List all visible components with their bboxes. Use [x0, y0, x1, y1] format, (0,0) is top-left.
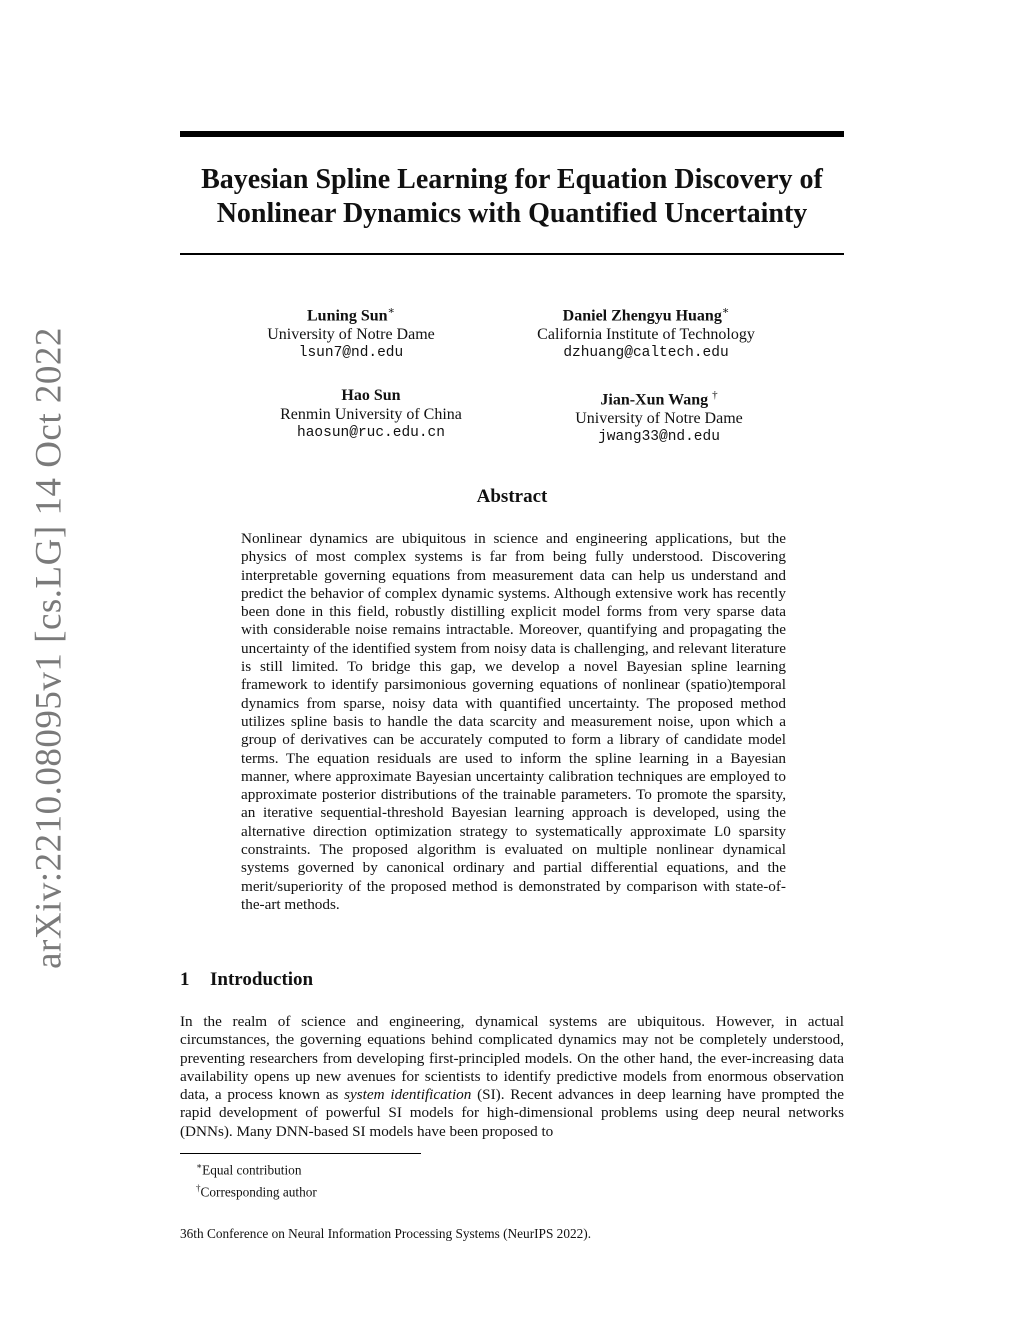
author-email[interactable]: lsun7@nd.edu — [298, 345, 404, 362]
author-name: Jian-Xun Wang † — [600, 389, 718, 409]
author-email[interactable]: jwang33@nd.edu — [598, 429, 720, 446]
author-affiliation: California Institute of Technology — [537, 326, 755, 344]
introduction-text: In the realm of science and engineering, dynamical systems are ubiquitous. However, in actual circumstances, the governing equations behind complicated dynamics may not be completely understood, preventing researchers from developing first-principled models. On the other hand, the ever-increasing data availability opens up new avenues for scientists to identify predictive models from enormous observation data, a process known as system identification (SI). Recent advances in deep learning have prompted the rapid development of powerful SI models for high-dimensional problems using deep neural networks (DNNs). Many DNN-based SI models have been proposed to — [180, 1013, 845, 1140]
author-block-luning-sun — [201, 302, 501, 363]
footnote-equal-contribution: ∗Equal contribution — [196, 1161, 302, 1178]
author-affiliation: Renmin University of China — [280, 406, 462, 423]
title-line-1: Bayesian Spline Learning for Equation Discovery of — [201, 164, 823, 195]
equal-contribution-mark: ∗ — [387, 305, 395, 317]
arxiv-identifier-stamp: arXiv:2210.08095v1 [cs.LG] 14 Oct 2022 — [28, 327, 70, 969]
author-block-daniel-huang — [496, 302, 796, 363]
equal-contribution-mark: ∗ — [721, 305, 730, 317]
author-block-jian-xun-wang — [509, 386, 809, 447]
corresponding-author-mark: † — [712, 389, 718, 401]
author-affiliation: University of Notre Dame — [575, 410, 743, 428]
author-name: Luning Sun∗ — [307, 305, 395, 325]
author-email[interactable]: haosun@ruc.edu.cn — [297, 425, 445, 441]
abstract-heading: Abstract — [476, 486, 548, 507]
footnotes — [196, 1157, 317, 1202]
author-block-hao-sun — [221, 386, 521, 443]
emphasis-system-identification: system identification — [344, 1086, 472, 1104]
author-affiliation: University of Notre Dame — [267, 326, 435, 344]
section-heading-introduction — [180, 969, 313, 991]
author-name: Hao Sun — [341, 387, 401, 404]
title-top-rule — [180, 131, 844, 137]
abstract-text: Nonlinear dynamics are ubiquitous in science and engineering applications, but the physics of most complex systems is far from being fully understood. Discovering interpretable governing equations from measurement data can help us understand and predict the behavior of complex dynamic systems. Although extensive work has recently been done in this field, robustly distilling explicit model forms from very sparse data with considerable noise remains intractable. Moreover, quantifying and propagating the uncertainty of the identified system from noisy data is challenging, and relevant literature is still limited. To bridge this gap, we develop a novel Bayesian spline learning framework to identify parsimonious governing equations of nonlinear (spatio)temporal dynamics from sparse, noisy data with quantified uncertainty. The proposed method utilizes spline basis to handle the data scarcity and measurement noise, upon which a group of derivatives can be accurately computed to form a library of candidate model terms. The equation residuals are used to inform the spline learning in a Bayesian manner, where approximate Bayesian uncertainty calibration techniques are employed to approximate posterior distributions of the trainable parameters. To promote the sparsity, an iterative sequential-threshold Bayesian learning approach is developed, using the alternative direction optimization strategy to systematically approximate L0 sparsity constraints. The proposed algorithm is evaluated on multiple nonlinear dynamical systems governed by canonical ordinary and partial differential equations, and the merit/superiority of the proposed method is demonstrated by comparison with state-of-the-art methods. — [241, 530, 786, 913]
title-line-2: Nonlinear Dynamics with Quantified Uncertainty — [216, 198, 808, 229]
author-email[interactable]: dzhuang@caltech.edu — [563, 345, 729, 362]
title-bottom-rule — [180, 253, 844, 255]
footnote-rule — [180, 1153, 421, 1154]
section-title: Introduction — [210, 969, 314, 990]
footnote-corresponding-author: †Corresponding author — [196, 1183, 317, 1200]
paper-title — [180, 163, 844, 231]
section-number: 1 — [180, 969, 190, 990]
author-name: Daniel Zhengyu Huang∗ — [562, 305, 730, 325]
conference-venue: 36th Conference on Neural Information Processing Systems (NeurIPS 2022). — [180, 1226, 592, 1241]
